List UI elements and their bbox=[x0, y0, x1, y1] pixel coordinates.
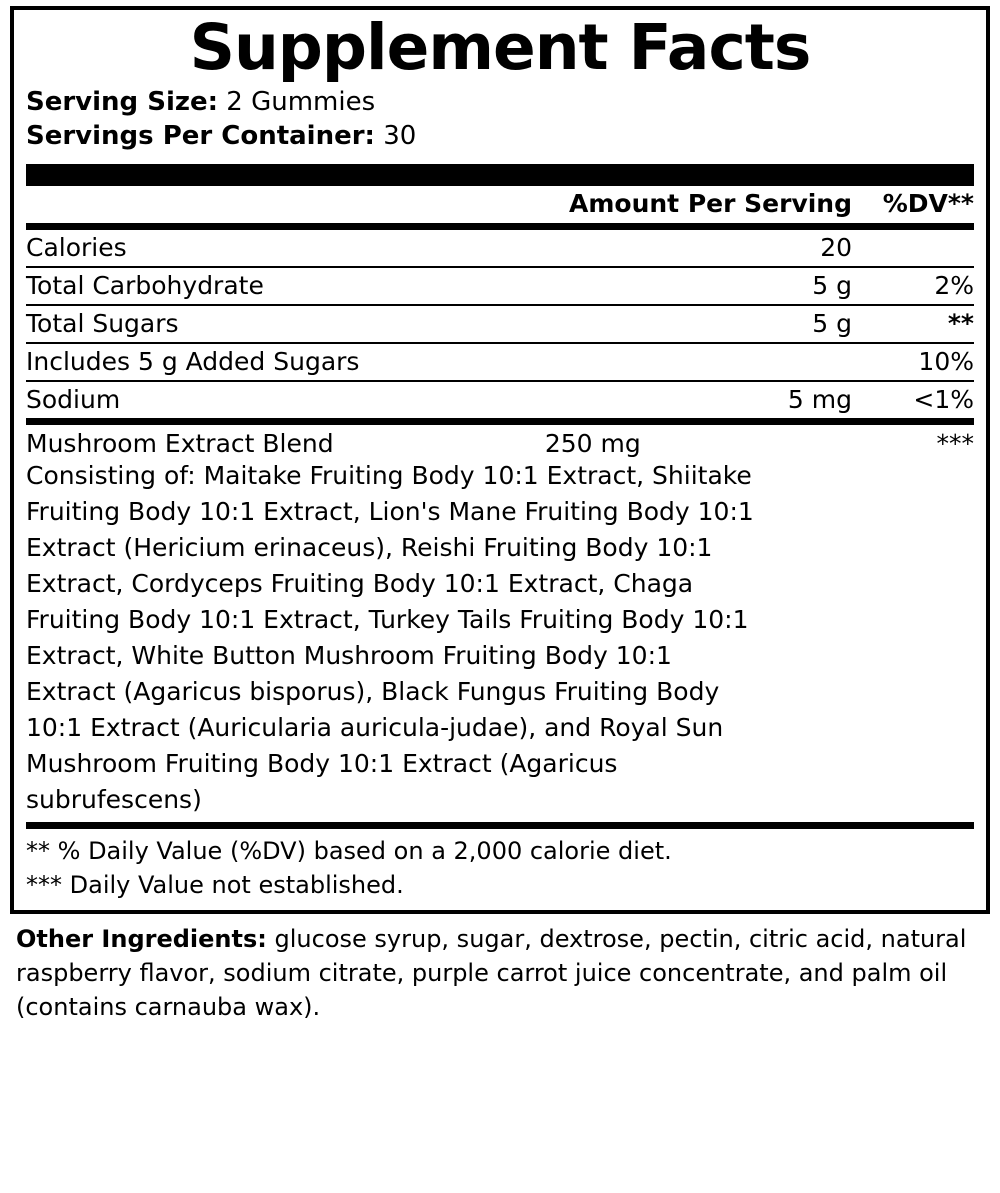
blend-name: Mushroom Extract Blend bbox=[26, 428, 334, 458]
header-amount-per-serving: Amount Per Serving bbox=[569, 188, 852, 218]
row-dv-added-sugars: 10% bbox=[864, 343, 974, 381]
other-ingredients-label: Other Ingredients: bbox=[16, 924, 267, 953]
row-name-total-carbohydrate: Total Carbohydrate bbox=[26, 267, 708, 305]
row-amount-sodium: 5 mg bbox=[787, 384, 852, 414]
header-divider bbox=[26, 223, 974, 230]
footnote-divider bbox=[26, 822, 974, 829]
table-row bbox=[26, 343, 974, 381]
servings-per-container-label: Servings Per Container: bbox=[26, 121, 375, 152]
row-amount-calories: 20 bbox=[708, 230, 864, 267]
footnote-dv-not-established: *** Daily Value not established. bbox=[26, 870, 404, 899]
row-amount-total-sugars: 5 g bbox=[708, 305, 864, 343]
nutrition-table bbox=[26, 186, 974, 223]
header-percent-dv: %DV** bbox=[882, 188, 974, 218]
footnotes bbox=[26, 829, 974, 902]
other-ingredients bbox=[10, 914, 990, 1024]
table-row bbox=[26, 267, 974, 305]
table-row bbox=[26, 230, 974, 267]
thick-divider bbox=[26, 164, 974, 186]
row-dv-calories bbox=[864, 230, 974, 267]
table-row bbox=[26, 305, 974, 343]
blend-divider-top bbox=[26, 418, 974, 425]
blend-header-row bbox=[26, 429, 974, 458]
row-name-added-sugars: Includes 5 g Added Sugars bbox=[26, 343, 708, 381]
servings-per-container-value: 30 bbox=[383, 121, 417, 152]
serving-size-label: Serving Size: bbox=[26, 87, 219, 117]
row-dv-total-carbohydrate: 2% bbox=[864, 267, 974, 305]
table-header-row bbox=[26, 186, 974, 223]
blend-amount: 250 mg bbox=[544, 428, 641, 458]
row-amount-total-carbohydrate: 5 g bbox=[708, 267, 864, 305]
row-name-calories: Calories bbox=[26, 230, 708, 267]
facts-panel bbox=[10, 6, 990, 914]
blend-description: Consisting of: Maitake Fruiting Body 10:1 Extract, Shiitake Fruiting Body 10:1 Extract, Lion's Mane Fruiting Body 10:1 Extract (Hericium erinaceus), Reishi Fruiting Body 10:1 Extract, Cordyceps Fruiting Body 10:1 Extract, Chaga Fruiting Body 10:1 Extract, Turkey Tails Fruiting Body 10:1 Extract, White Button Mushroom Fruiting Body 10:1 Extract (Agaricus bisporus), Black Fungus Fruiting Body 10:1 Extract (Auricularia auricula-judae), and Royal Sun Mushroom Fruiting Body 10:1 Extract (Agaricus subrufescens) bbox=[26, 460, 754, 814]
row-dv-sodium: <1% bbox=[913, 384, 974, 414]
servings-per-container-line bbox=[26, 119, 974, 153]
footnote-daily-value: ** % Daily Value (%DV) based on a 2,000 calorie diet. bbox=[26, 836, 672, 865]
blend-dv: *** bbox=[936, 428, 974, 458]
nutrient-rows bbox=[26, 230, 974, 418]
row-dv-total-sugars: ** bbox=[864, 305, 974, 343]
row-amount-added-sugars bbox=[708, 343, 864, 381]
table-row bbox=[26, 381, 974, 418]
other-ingredients-text: glucose syrup, sugar, dextrose, pectin, citric acid, natural raspberry flavor, sodium citrate, purple carrot juice concentrate, and palm oil (contains carnauba wax). bbox=[16, 924, 967, 1021]
serving-size-line bbox=[26, 85, 974, 119]
mushroom-extract-blend bbox=[26, 425, 974, 822]
row-name-sodium: Sodium bbox=[26, 384, 121, 414]
page-title: Supplement Facts bbox=[189, 11, 811, 84]
serving-size-value: 2 Gummies bbox=[226, 87, 376, 117]
row-name-total-sugars: Total Sugars bbox=[26, 305, 708, 343]
